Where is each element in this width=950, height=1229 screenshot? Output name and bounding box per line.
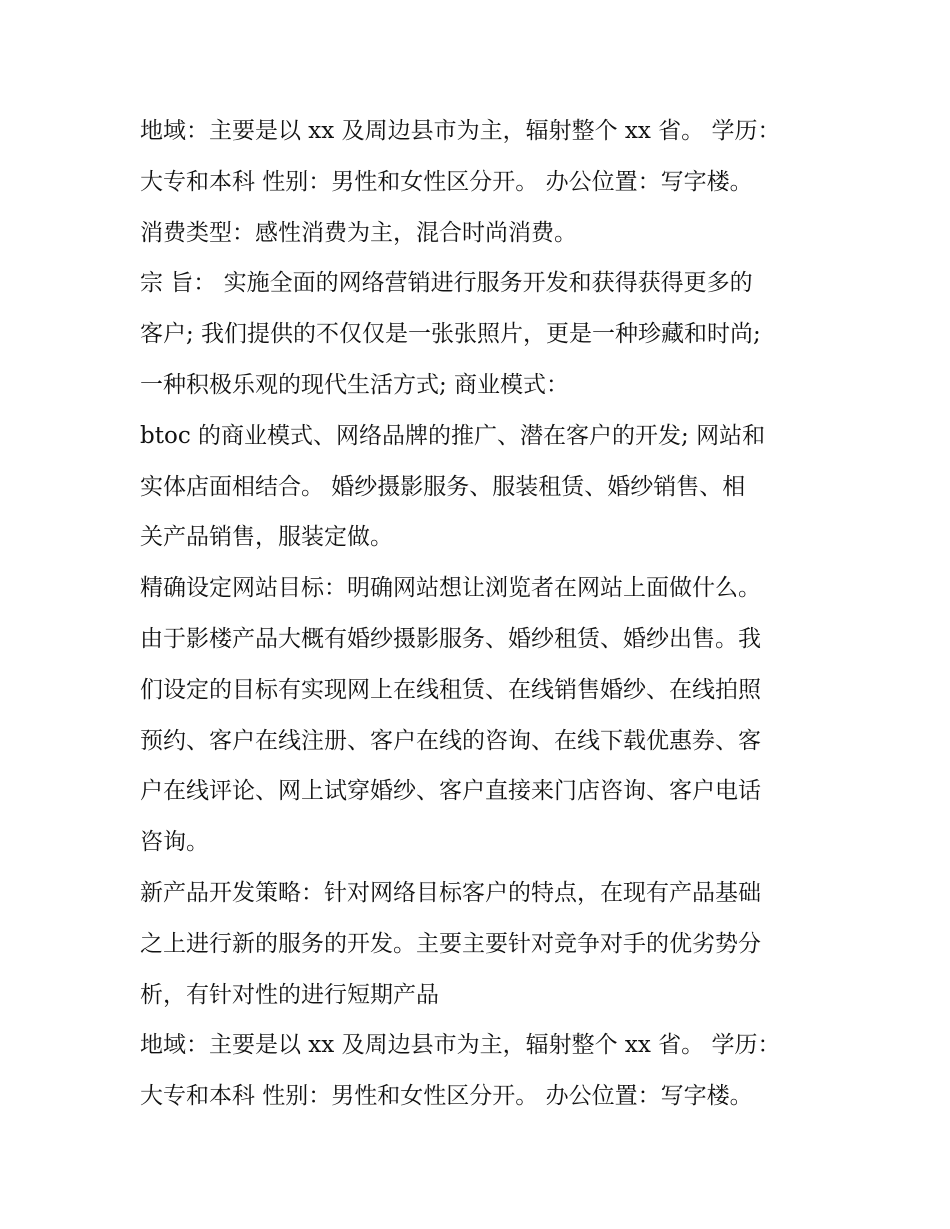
text-line-12: 们设定的目标有实现网上在线租赁、在线销售婚纱、在线拍照 [140,676,761,703]
text-line-19: 地域：主要是以 xx 及周边县市为主，辐射整个 xx 省。 学历： [140,1032,781,1059]
text-line-1: 地域：主要是以 xx 及周边县市为主，辐射整个 xx 省。 学历： [140,118,781,144]
text-line-16: 新产品开发策略：针对网络目标客户的特点，在现有产品基础 [140,879,761,906]
text-line-15: 咨询。 [140,829,209,856]
text-line-6: 一种积极乐观的现代生活方式; 商业模式： [140,371,570,398]
text-line-18: 析，有针对性的进行短期产品 [140,981,439,1008]
text-line-14: 户在线评论、网上试穿婚纱、客户直接来门店咨询、客户电话 [140,778,761,805]
text-line-7: btoc 的商业模式、网络品牌的推广、潜在客户的开发; 网站和 [140,422,766,449]
text-line-17: 之上进行新的服务的开发。主要主要针对竞争对手的优劣势分 [140,930,761,957]
document-body [140,106,820,1122]
text-line-9: 关产品销售，服装定做。 [140,524,393,551]
text-line-4: 宗 旨： 实施全面的网络营销进行服务开发和获得获得更多的 [140,270,753,297]
text-line-11: 由于影楼产品大概有婚纱摄影服务、婚纱租赁、婚纱出售。我 [140,625,761,652]
text-line-13: 预约、客户在线注册、客户在线的咨询、在线下载优惠券、客 [140,727,761,754]
text-line-2: 大专和本科 性别：男性和女性区分开。 办公位置：写字楼。 [140,168,753,195]
text-line-10: 精确设定网站目标：明确网站想让浏览者在网站上面做什么。 [140,575,761,602]
text-line-20: 大专和本科 性别：男性和女性区分开。 办公位置：写字楼。 [140,1083,753,1110]
text-line-5: 客户; 我们提供的不仅仅是一张张照片，更是一种珍藏和时尚; [140,321,761,348]
text-line-8: 实体店面相结合。 婚纱摄影服务、服装租赁、婚纱销售、相 [140,473,746,500]
text-line-3: 消费类型：感性消费为主，混合时尚消费。 [140,219,577,246]
